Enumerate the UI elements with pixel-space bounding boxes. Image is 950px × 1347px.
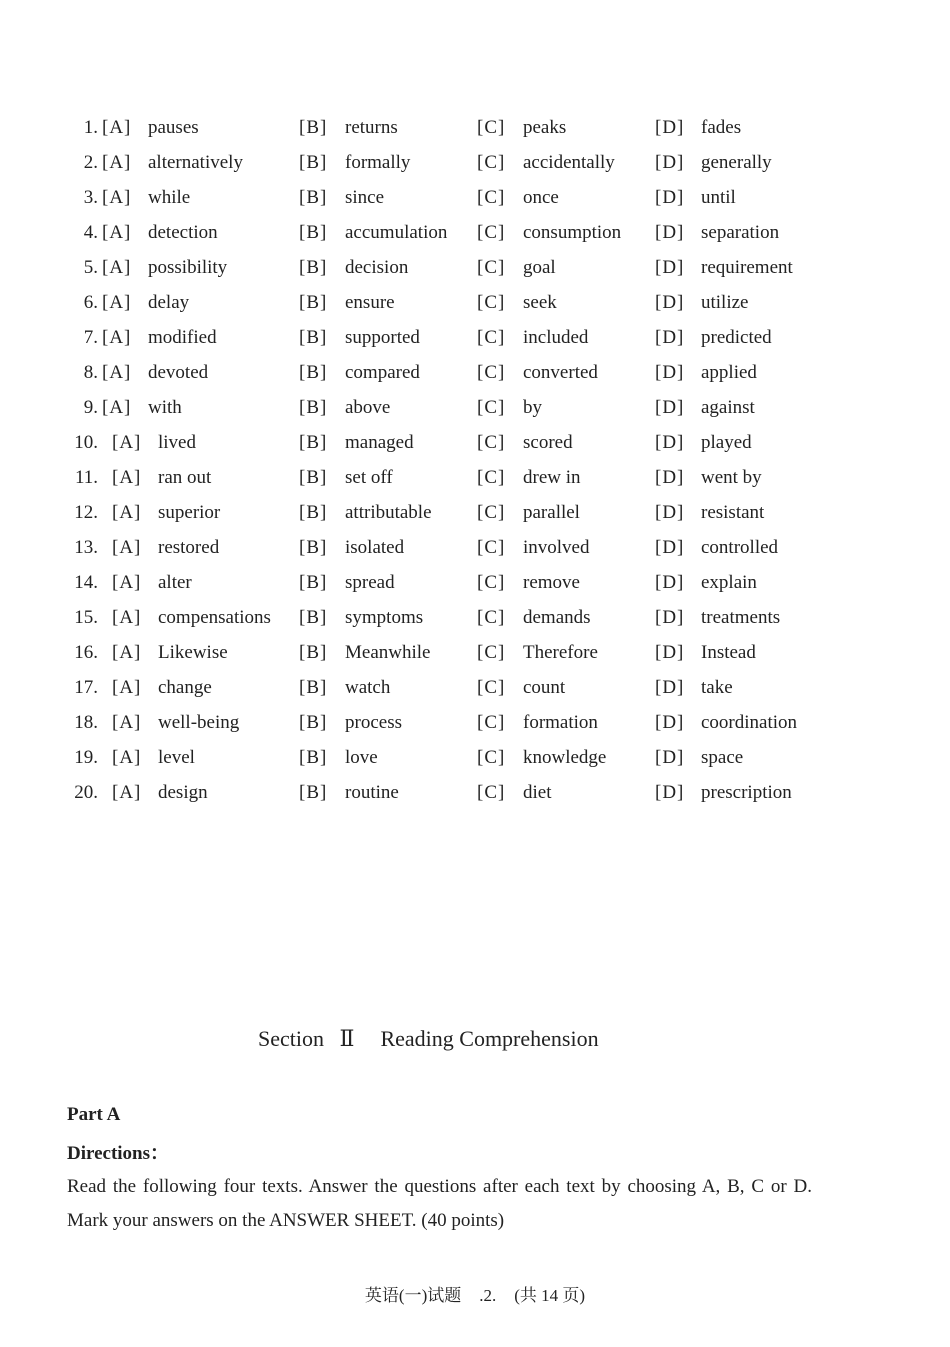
question-row (0, 355, 950, 390)
option-a-letter: [A] (102, 152, 132, 173)
question-row (0, 390, 950, 425)
option-b-letter: [B] (299, 327, 328, 348)
question-row (0, 460, 950, 495)
option-b-letter: [B] (299, 747, 328, 768)
question-row (0, 565, 950, 600)
option-a-letter: [A] (102, 327, 132, 348)
option-d-letter: [D] (655, 642, 685, 663)
option-c-letter: [C] (477, 222, 506, 243)
option-b-text: isolated (345, 537, 405, 558)
directions-text: Read the following four texts. Answer the questions after each text by choosing A, B, C or D. Mark your answers on the ANSWER SHEET. (40 points) (67, 1176, 812, 1231)
option-a-text: while (148, 187, 191, 208)
option-a-text: superior (158, 502, 221, 523)
option-b-letter: [B] (299, 362, 328, 383)
question-number: 1. (83, 117, 98, 138)
question-number: 6. (83, 292, 98, 313)
option-a-text: detection (148, 222, 218, 243)
option-b-text: set off (345, 467, 393, 488)
question-row (0, 145, 950, 180)
option-c-letter: [C] (477, 152, 506, 173)
option-b-text: supported (345, 327, 420, 348)
question-row (0, 180, 950, 215)
option-b-text: above (345, 397, 391, 418)
option-b-letter: [B] (299, 712, 328, 733)
answer-options (0, 110, 950, 810)
option-b-letter: [B] (299, 397, 328, 418)
option-a-letter: [A] (112, 432, 142, 453)
option-c-letter: [C] (477, 327, 506, 348)
option-d-letter: [D] (655, 327, 685, 348)
option-a-letter: [A] (112, 747, 142, 768)
option-c-letter: [C] (477, 362, 506, 383)
question-number: 13. (74, 537, 98, 558)
option-b-text: attributable (345, 502, 432, 523)
question-row (0, 495, 950, 530)
option-c-text: peaks (523, 117, 567, 138)
question-number: 5. (83, 257, 98, 278)
question-row (0, 635, 950, 670)
option-a-text: alternatively (148, 152, 243, 173)
option-b-text: decision (345, 257, 409, 278)
option-b-text: compared (345, 362, 420, 383)
option-b-letter: [B] (299, 257, 328, 278)
option-b-text: symptoms (345, 607, 424, 628)
option-d-text: generally (701, 152, 772, 173)
option-a-text: with (148, 397, 182, 418)
option-c-text: included (523, 327, 589, 348)
option-b-letter: [B] (299, 467, 328, 488)
option-b-text: spread (345, 572, 395, 593)
option-d-letter: [D] (655, 257, 685, 278)
option-d-letter: [D] (655, 502, 685, 523)
section-label: Section (258, 1026, 324, 1051)
option-d-letter: [D] (655, 117, 685, 138)
option-b-letter: [B] (299, 572, 328, 593)
option-c-letter: [C] (477, 292, 506, 313)
option-a-text: design (158, 782, 208, 803)
option-c-text: drew in (523, 467, 581, 488)
option-d-letter: [D] (655, 432, 685, 453)
option-d-text: separation (701, 222, 780, 243)
option-c-text: Therefore (523, 642, 598, 663)
option-b-letter: [B] (299, 152, 328, 173)
section-name: Reading Comprehension (380, 1026, 599, 1051)
option-d-text: fades (701, 117, 742, 138)
question-number: 7. (83, 327, 98, 348)
footer-subject: 英语(一)试题 (364, 1286, 462, 1305)
question-number: 11. (74, 467, 98, 488)
option-c-text: goal (523, 257, 556, 278)
option-c-text: demands (523, 607, 591, 628)
option-c-letter: [C] (477, 782, 506, 803)
option-a-letter: [A] (112, 537, 142, 558)
option-b-text: returns (345, 117, 398, 138)
question-row (0, 285, 950, 320)
option-b-text: Meanwhile (345, 642, 431, 663)
option-c-letter: [C] (477, 502, 506, 523)
option-a-text: lived (158, 432, 196, 453)
option-c-text: converted (523, 362, 598, 383)
option-a-letter: [A] (102, 292, 132, 313)
option-d-text: resistant (701, 502, 765, 523)
option-a-text: well-being (158, 712, 240, 733)
option-d-text: predicted (701, 327, 772, 348)
option-a-letter: [A] (102, 117, 132, 138)
question-row (0, 425, 950, 460)
option-d-letter: [D] (655, 677, 685, 698)
option-c-text: diet (523, 782, 552, 803)
option-d-letter: [D] (655, 712, 685, 733)
option-a-text: delay (148, 292, 190, 313)
question-row (0, 775, 950, 810)
question-number: 8. (83, 362, 98, 383)
option-a-letter: [A] (102, 257, 132, 278)
question-row (0, 320, 950, 355)
option-c-letter: [C] (477, 572, 506, 593)
option-b-letter: [B] (299, 502, 328, 523)
question-number: 9. (83, 397, 98, 418)
option-c-letter: [C] (477, 187, 506, 208)
option-c-letter: [C] (477, 747, 506, 768)
option-d-letter: [D] (655, 397, 685, 418)
option-b-letter: [B] (299, 537, 328, 558)
option-c-text: knowledge (523, 747, 607, 768)
option-c-text: by (523, 397, 542, 418)
question-number: 17. (74, 677, 98, 698)
section-title (258, 1026, 599, 1052)
option-d-letter: [D] (655, 222, 685, 243)
option-d-letter: [D] (655, 362, 685, 383)
option-b-text: process (345, 712, 402, 733)
option-b-text: watch (345, 677, 391, 698)
option-d-text: Instead (701, 642, 756, 663)
option-d-letter: [D] (655, 607, 685, 628)
option-d-letter: [D] (655, 747, 685, 768)
option-b-letter: [B] (299, 782, 328, 803)
question-number: 10. (74, 432, 98, 453)
option-d-text: space (701, 747, 744, 768)
directions-heading: Directions： (67, 1143, 170, 1164)
option-c-letter: [C] (477, 677, 506, 698)
question-number: 12. (74, 502, 98, 523)
option-b-letter: [B] (299, 222, 328, 243)
part-heading: Part A (67, 1104, 121, 1125)
option-b-letter: [B] (299, 292, 328, 313)
question-row (0, 705, 950, 740)
option-a-letter: [A] (112, 677, 142, 698)
option-a-letter: [A] (102, 187, 132, 208)
question-number: 20. (74, 782, 98, 803)
option-b-text: ensure (345, 292, 395, 313)
option-a-text: compensations (158, 607, 271, 628)
option-b-letter: [B] (299, 677, 328, 698)
option-b-letter: [B] (299, 607, 328, 628)
option-d-text: utilize (701, 292, 749, 313)
question-number: 19. (74, 747, 98, 768)
option-a-text: Likewise (158, 642, 228, 663)
option-b-text: since (345, 187, 385, 208)
option-d-text: requirement (701, 257, 793, 278)
footer-total: (共 14 页) (514, 1286, 586, 1305)
question-number: 3. (83, 187, 98, 208)
option-a-letter: [A] (112, 782, 142, 803)
option-d-text: controlled (701, 537, 779, 558)
option-a-text: level (158, 747, 195, 768)
option-d-text: played (701, 432, 752, 453)
option-c-letter: [C] (477, 117, 506, 138)
option-d-text: treatments (701, 607, 781, 628)
option-d-text: until (701, 187, 736, 208)
option-d-letter: [D] (655, 292, 685, 313)
option-b-letter: [B] (299, 432, 328, 453)
option-c-text: parallel (523, 502, 580, 523)
option-a-text: alter (158, 572, 192, 593)
option-d-text: went by (701, 467, 762, 488)
option-c-text: scored (523, 432, 573, 453)
option-b-letter: [B] (299, 117, 328, 138)
option-a-letter: [A] (112, 502, 142, 523)
question-row (0, 530, 950, 565)
option-d-text: prescription (701, 782, 792, 803)
question-row (0, 740, 950, 775)
question-row (0, 110, 950, 145)
option-c-letter: [C] (477, 642, 506, 663)
option-c-text: formation (523, 712, 598, 733)
option-c-text: consumption (523, 222, 622, 243)
option-c-letter: [C] (477, 712, 506, 733)
option-a-text: restored (158, 537, 220, 558)
option-a-letter: [A] (112, 712, 142, 733)
option-d-letter: [D] (655, 782, 685, 803)
option-c-text: involved (523, 537, 590, 558)
option-a-letter: [A] (112, 607, 142, 628)
section-numeral: Ⅱ (339, 1026, 355, 1051)
option-a-text: devoted (148, 362, 209, 383)
option-d-letter: [D] (655, 467, 685, 488)
question-number: 2. (83, 152, 98, 173)
option-c-letter: [C] (477, 397, 506, 418)
option-d-text: applied (701, 362, 757, 383)
footer-page: .2. (479, 1286, 497, 1305)
option-c-text: count (523, 677, 566, 698)
option-a-text: pauses (148, 117, 199, 138)
option-a-text: change (158, 677, 212, 698)
option-b-text: formally (345, 152, 411, 173)
question-number: 15. (74, 607, 98, 628)
option-b-text: routine (345, 782, 399, 803)
question-number: 16. (74, 642, 98, 663)
option-c-text: accidentally (523, 152, 615, 173)
option-d-letter: [D] (655, 152, 685, 173)
option-c-letter: [C] (477, 257, 506, 278)
question-number: 18. (74, 712, 98, 733)
option-b-text: managed (345, 432, 414, 453)
option-d-text: explain (701, 572, 757, 593)
option-d-letter: [D] (655, 537, 685, 558)
option-d-letter: [D] (655, 572, 685, 593)
option-b-text: accumulation (345, 222, 448, 243)
option-d-text: coordination (701, 712, 798, 733)
page-footer (0, 1281, 950, 1306)
option-a-letter: [A] (102, 362, 132, 383)
option-a-letter: [A] (112, 572, 142, 593)
option-a-text: possibility (148, 257, 228, 278)
option-d-letter: [D] (655, 187, 685, 208)
option-a-text: modified (148, 327, 217, 348)
option-b-text: love (345, 747, 378, 768)
question-row (0, 670, 950, 705)
question-row (0, 215, 950, 250)
option-c-letter: [C] (477, 432, 506, 453)
option-c-text: seek (523, 292, 557, 313)
option-c-text: once (523, 187, 559, 208)
question-row (0, 250, 950, 285)
option-a-letter: [A] (112, 642, 142, 663)
question-row (0, 600, 950, 635)
option-c-text: remove (523, 572, 580, 593)
option-c-letter: [C] (477, 607, 506, 628)
option-a-letter: [A] (102, 222, 132, 243)
question-number: 4. (83, 222, 98, 243)
option-d-text: take (701, 677, 733, 698)
option-c-letter: [C] (477, 537, 506, 558)
option-c-letter: [C] (477, 467, 506, 488)
option-d-text: against (701, 397, 755, 418)
option-a-text: ran out (158, 467, 212, 488)
question-number: 14. (74, 572, 98, 593)
option-a-letter: [A] (112, 467, 142, 488)
option-b-letter: [B] (299, 642, 328, 663)
option-b-letter: [B] (299, 187, 328, 208)
option-a-letter: [A] (102, 397, 132, 418)
